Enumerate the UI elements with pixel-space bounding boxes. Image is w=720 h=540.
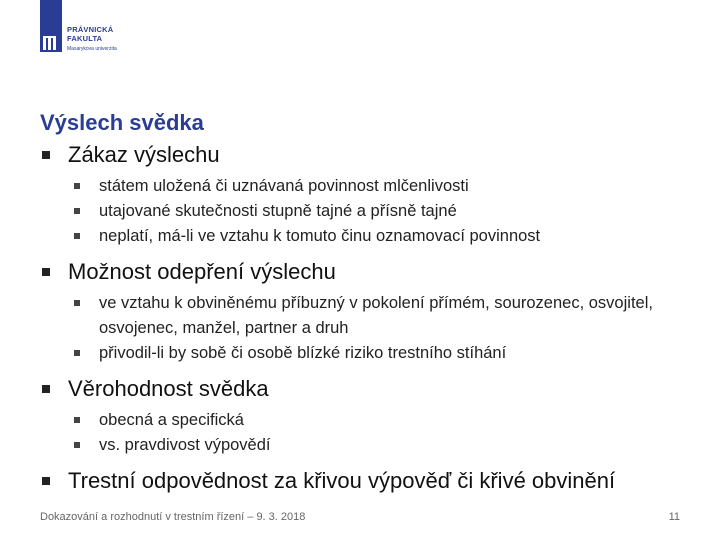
list-item [40,199,700,224]
list-item [40,291,700,341]
section-heading-text: Zákaz výslechu [68,142,220,167]
list-item-text: vs. pravdivost výpovědí [99,436,271,454]
page-number: 11 [668,511,680,523]
square-bullet-icon [74,208,80,214]
square-bullet-icon [42,385,50,393]
square-bullet-icon [74,233,80,239]
list-item [40,433,700,458]
faculty-logo [40,0,117,52]
logo-line-faculty: FAKULTA [67,33,103,43]
list-item-text: obecná a specifická [99,411,244,429]
list-item [40,408,700,433]
list-item-text: přivodil-li by sobě či osobě blízké riziko trestního stíhání [99,344,507,362]
slide-footer: Dokazování a rozhodnutí v trestním řízení – 9. 3. 2018 [40,511,306,523]
logo-line-university: Masarykova univerzita [67,46,117,52]
list-item-text: utajované skutečnosti stupně tajné a přísně tajné [99,202,457,220]
list-item [40,341,700,366]
list-item [40,174,700,199]
section-heading-text: Možnost odepření výslechu [68,259,336,284]
square-bullet-icon [74,417,80,423]
square-bullet-icon [74,183,80,189]
logo-line-faculty-type: PRÁVNICKÁ [67,25,114,34]
sub-list-odepreni [40,291,700,366]
list-item [40,224,700,249]
sub-list-verohodnost [40,408,700,458]
muni-emblem-icon [40,0,62,52]
list-item-text: neplatí, má-li ve vztahu k tomuto činu oznamovací povinnost [99,227,541,245]
list-item-text: státem uložená či uznávaná povinnost mlčenlivosti [99,177,469,195]
sub-list-zakaz [40,174,700,249]
section-heading-odpovednost [40,466,700,496]
square-bullet-icon [74,350,80,356]
logo-text [67,26,117,52]
list-item-text: ve vztahu k obviněnému příbuzný v pokolení přímém, sourozenec, osvojitel, osvojenec, manžel, partner a druh [99,294,653,337]
square-bullet-icon [74,442,80,448]
square-bullet-icon [42,151,50,159]
slide-title: Výslech svědka [40,110,204,135]
section-heading-verohodnost [40,374,700,404]
section-heading-text: Trestní odpovědnost za křivou výpověď či křivé obvinění [68,468,616,493]
section-heading-odepreni [40,257,700,287]
slide-content [40,140,700,500]
section-heading-zakaz [40,140,700,170]
square-bullet-icon [42,268,50,276]
square-bullet-icon [74,300,80,306]
section-heading-text: Věrohodnost svědka [68,376,269,401]
square-bullet-icon [42,477,50,485]
